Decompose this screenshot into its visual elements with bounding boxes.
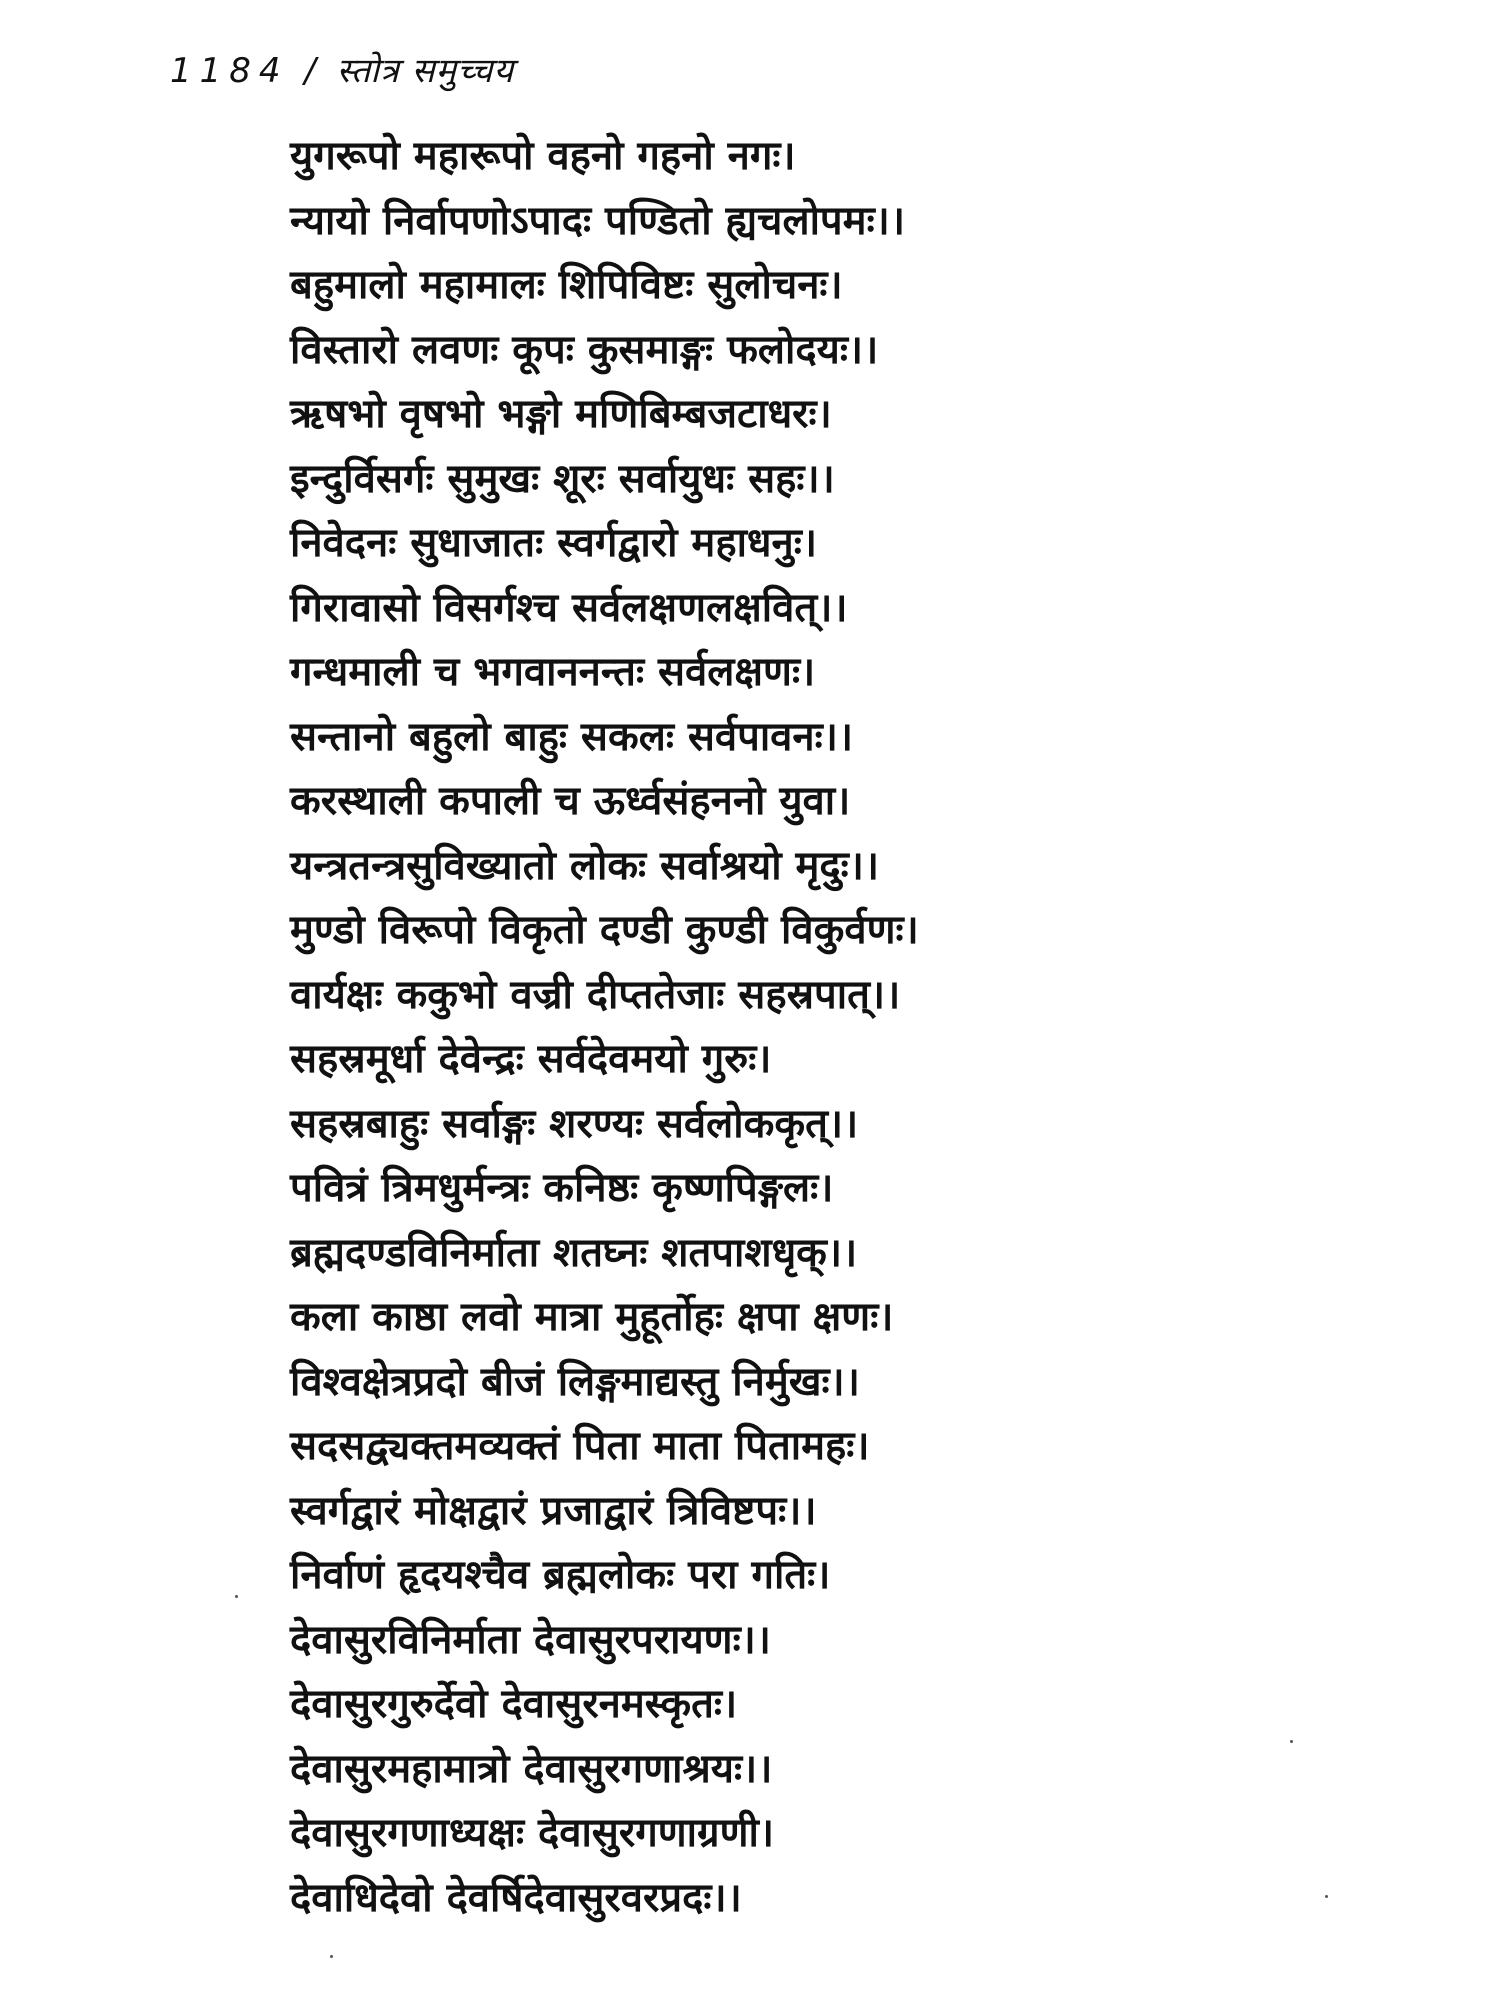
header-separator: /	[304, 51, 317, 91]
scan-speck	[235, 1595, 238, 1598]
verse-line: वार्यक्षः ककुभो वज्री दीप्ततेजाः सहस्रपात्।।	[290, 971, 901, 1018]
verse-line: ऋषभो वृषभो भङ्गो मणिबिम्बजटाधरः।	[290, 391, 832, 437]
running-head	[170, 46, 514, 92]
verse-line: देवासुरगणाध्यक्षः देवासुरगणाग्रणी।	[290, 1810, 775, 1856]
verse-line: गन्धमाली च भगवाननन्तः सर्वलक्षणः।	[290, 649, 816, 695]
verse-line: सहस्रबाहुः सर्वाङ्गः शरण्यः सर्वलोककृत्।।	[290, 1100, 859, 1147]
verse-line: सहस्रमूर्धा देवेन्द्रः सर्वदेवमयो गुरुः।	[290, 1036, 772, 1082]
verse-line: देवाधिदेवो देवर्षिदेवासुरवरप्रदः।।	[290, 1874, 742, 1921]
verse-line: करस्थाली कपाली च ऊर्ध्वसंहननो युवा।	[290, 778, 851, 824]
verse-block	[290, 124, 1390, 1930]
scan-speck	[330, 1955, 333, 1958]
verse-line: सदसद्व्यक्तमव्यक्तं पिता माता पितामहः।	[290, 1423, 870, 1469]
verse-line: विस्तारो लवणः कूपः कुसमाङ्गः फलोदयः।।	[290, 326, 879, 373]
book-title: स्तोत्र समुच्चय	[336, 51, 515, 91]
verse-line: गिरावासो विसर्गश्च सर्वलक्षणलक्षवित्।।	[290, 584, 848, 631]
page-number: 1184	[170, 51, 289, 91]
verse-line: देवासुरविनिर्माता देवासुरपरायणः।।	[290, 1616, 771, 1663]
verse-line: युगरूपो महारूपो वहनो गहनो नगः।	[290, 133, 796, 179]
verse-line: निवेदनः सुधाजातः स्वर्गद्वारो महाधनुः।	[290, 520, 817, 566]
verse-line: विश्वक्षेत्रप्रदो बीजं लिङ्गमाद्यस्तु निर्मुखः।।	[290, 1358, 860, 1405]
verse-line: इन्दुर्विसर्गः सुमुखः शूरः सर्वायुधः सहः।।	[290, 455, 835, 502]
verse-line: निर्वाणं हृदयश्चैव ब्रह्मलोकः परा गतिः।	[290, 1552, 831, 1598]
verse-line: देवासुरमहामात्रो देवासुरगणाश्रयः।।	[290, 1745, 773, 1792]
verse-line: मुण्डो विरूपो विकृतो दण्डी कुण्डी विकुर्वणः।	[290, 907, 919, 953]
verse-line: स्वर्गद्वारं मोक्षद्वारं प्रजाद्वारं त्रिविष्टपः।।	[290, 1487, 817, 1534]
verse-line: देवासुरगुरुर्देवो देवासुरनमस्कृतः।	[290, 1681, 738, 1727]
verse-line: सन्तानो बहुलो बाहुः सकलः सर्वपावनः।।	[290, 713, 854, 760]
verse-line: कला काष्ठा लवो मात्रा मुहूर्तोहः क्षपा क्षणः।	[290, 1294, 894, 1340]
scan-speck	[1290, 1740, 1293, 1743]
verse-line: बहुमालो महामालः शिपिविष्टः सुलोचनः।	[290, 262, 843, 308]
verse-line: यन्त्रतन्त्रसुविख्यातो लोकः सर्वाश्रयो मृदुः।।	[290, 842, 880, 889]
verse-line: न्यायो निर्वापणोऽपादः पण्डितो ह्यचलोपमः।।	[290, 197, 905, 244]
verse-line: पवित्रं त्रिमधुर्मन्त्रः कनिष्ठः कृष्णपिङ्गलः।	[290, 1165, 834, 1211]
verse-line: ब्रह्मदण्डविनिर्माता शतघ्नः शतपाशधृक्।।	[290, 1229, 858, 1276]
scan-speck	[1325, 1895, 1328, 1898]
